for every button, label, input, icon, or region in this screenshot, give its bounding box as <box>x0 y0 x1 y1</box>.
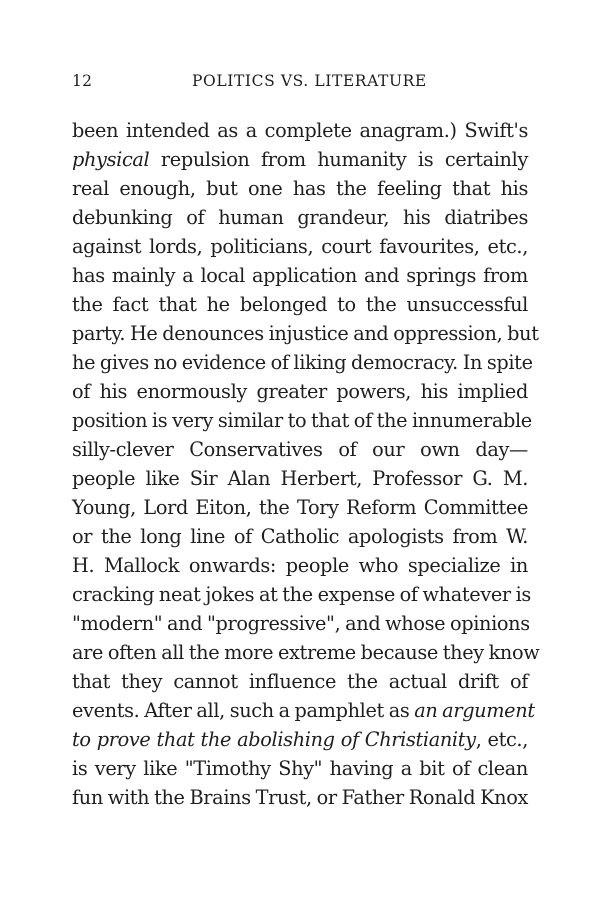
text-line <box>72 754 528 783</box>
text-run: , etc., <box>475 728 528 751</box>
text-line <box>72 377 528 406</box>
text-run: is very like "Timothy Shy" having a bit of clean <box>72 757 528 780</box>
text-line <box>72 174 528 203</box>
italic-text: to prove that the abolishing of Christianity <box>72 728 476 751</box>
text-line <box>72 261 528 290</box>
text-run: H. Mallock onwards: people who specialize in <box>72 554 528 577</box>
text-line <box>72 319 539 348</box>
text-line <box>72 609 528 638</box>
text-run: Young, Lord Eiton, the Tory Reform Committee <box>72 496 528 519</box>
text-run: events. After all, such a pamphlet as <box>72 699 415 722</box>
page-number: 12 <box>72 72 93 90</box>
text-run: cracking neat jokes at the expense of whatever is <box>72 583 531 606</box>
text-line <box>72 493 528 522</box>
text-run: position is very similar to that of the innumerable <box>72 409 532 432</box>
text-run: are often all the more extreme because they know <box>72 641 540 664</box>
text-line <box>72 551 528 580</box>
text-line <box>72 783 528 812</box>
text-run: been intended as a complete anagram.) Swift's <box>72 119 528 142</box>
text-run: or the long line of Catholic apologists from W. <box>72 525 528 548</box>
text-line <box>72 406 532 435</box>
text-line <box>72 348 533 377</box>
text-line <box>72 464 528 493</box>
running-title: POLITICS VS. LITERATURE <box>192 72 427 90</box>
text-line <box>72 580 531 609</box>
text-line <box>72 145 528 174</box>
text-run: he gives no evidence of liking democracy. In spite <box>72 351 533 374</box>
text-line <box>72 522 528 551</box>
text-line <box>72 116 528 145</box>
text-run: party. He denounces injustice and oppression, but <box>72 322 539 345</box>
text-run: repulsion from humanity is certainly <box>149 148 528 171</box>
body-text <box>72 116 540 812</box>
text-run: silly-clever Conservatives of our own day— <box>72 438 528 461</box>
text-run: debunking of human grandeur, his diatribes <box>72 206 528 229</box>
text-run: real enough, but one has the feeling that his <box>72 177 528 200</box>
text-line <box>72 203 528 232</box>
text-line <box>72 290 528 319</box>
text-run: that they cannot influence the actual drift of <box>72 670 528 693</box>
italic-text: an argument <box>414 699 535 722</box>
text-run: has mainly a local application and springs from <box>72 264 528 287</box>
text-run: "modern" and "progressive", and whose opinions <box>72 612 530 635</box>
text-run: against lords, politicians, court favourites, etc., <box>72 235 528 258</box>
text-run: of his enormously greater powers, his implied <box>72 380 528 403</box>
text-line <box>72 435 528 464</box>
text-line <box>72 638 540 667</box>
text-line <box>72 696 535 725</box>
text-line <box>72 667 528 696</box>
italic-text: physical <box>72 148 150 171</box>
text-run: fun with the Brains Trust, or Father Ronald Knox <box>72 786 528 809</box>
text-line <box>72 232 528 261</box>
running-head <box>72 72 528 94</box>
text-line <box>72 725 528 754</box>
text-run: the fact that he belonged to the unsuccessful <box>72 293 528 316</box>
text-run: people like Sir Alan Herbert, Professor G. M. <box>72 467 528 490</box>
